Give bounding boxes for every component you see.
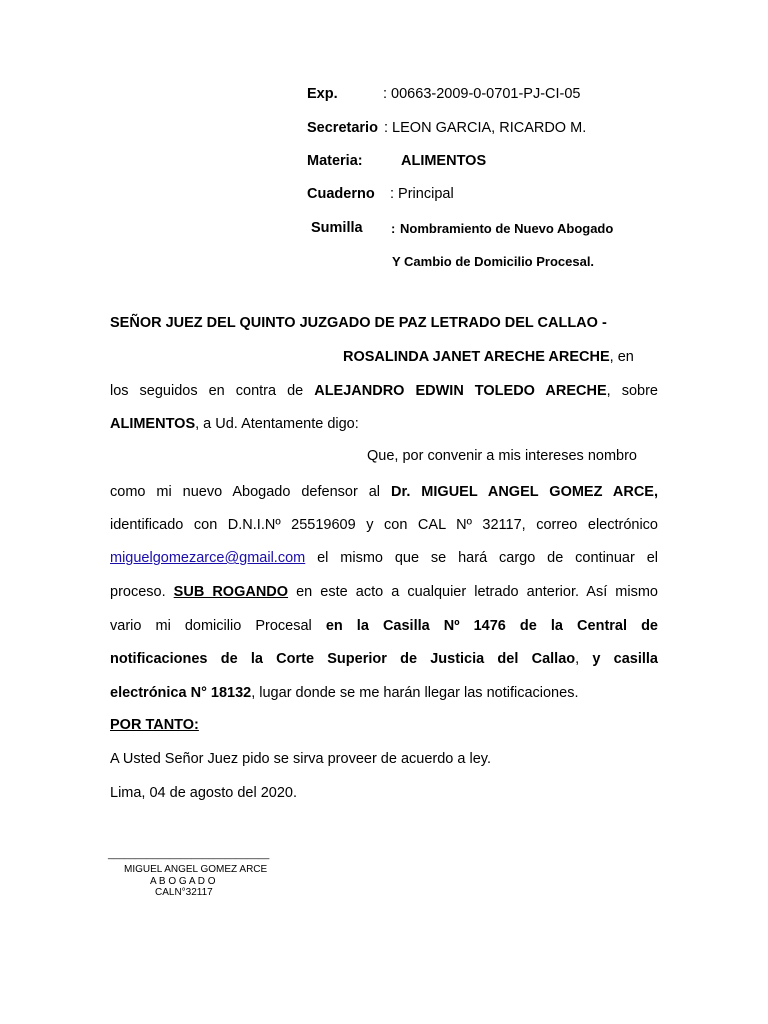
cuaderno-label: Cuaderno	[307, 186, 375, 202]
sub-rogando: SUB ROGANDO	[173, 584, 289, 600]
sumilla-label: Sumilla	[311, 220, 363, 236]
materia-value: ALIMENTOS	[401, 153, 487, 169]
text-run: , a Ud. Atentamente digo:	[195, 416, 359, 432]
cuaderno-value: : Principal	[390, 186, 454, 202]
text-run: el mismo que se hará cargo de continuar el	[305, 550, 658, 566]
exp-label: Exp.	[307, 86, 338, 102]
text-run: proceso.	[110, 584, 174, 600]
secretario-value: : LEON GARCIA, RICARDO M.	[384, 120, 587, 136]
sumilla-line-2: Y Cambio de Domicilio Procesal.	[392, 254, 595, 269]
secretario-label: Secretario	[307, 120, 378, 136]
text-run: los seguidos en contra de	[110, 383, 315, 399]
paragraph-line-1	[110, 381, 658, 401]
date-text: Lima, 04 de agosto del 2020.	[110, 785, 298, 801]
petitioner-line	[343, 349, 634, 365]
casilla-word: y casilla	[592, 651, 658, 667]
exp-value: : 00663-2009-0-0701-PJ-CI-05	[383, 86, 581, 102]
text-run: ,	[575, 651, 593, 667]
sumilla-line-1: Nombramiento de Nuevo Abogado	[400, 221, 614, 236]
sumilla-colon: :	[391, 221, 396, 236]
paragraph-line-8	[110, 616, 658, 636]
paragraph-line-7	[110, 582, 658, 602]
court-name: notificaciones de la Corte Superior de Justicia del Callao	[110, 651, 576, 667]
text-run: , lugar donde se me harán llegar las notificaciones.	[251, 685, 579, 701]
paragraph-line-10	[110, 683, 658, 703]
text-run: , sobre	[606, 383, 658, 399]
paragraph-line-5: identificado con D.N.I.Nº 25519609 y con CAL Nº 32117, correo electrónico	[110, 517, 658, 533]
materia-label: Materia:	[307, 153, 363, 169]
paragraph-line-2	[110, 414, 658, 434]
matter-name: ALIMENTOS	[110, 416, 196, 432]
por-tanto-heading: POR TANTO:	[110, 717, 199, 733]
petitioner-name: ROSALINDA JANET ARECHE ARECHE	[343, 349, 610, 365]
casilla-text: en la Casilla Nº 1476 de la Central de	[325, 618, 658, 634]
signature-cal: CALN°32117	[155, 887, 213, 898]
paragraph-line-3: Que, por convenir a mis intereses nombro	[367, 448, 637, 464]
signature-rule: _____________________________	[108, 849, 270, 860]
text-run: en este acto a cualquier letrado anterior. Así mismo	[288, 584, 658, 600]
paragraph-line-9	[110, 649, 658, 669]
electronic-box: electrónica N° 18132	[110, 685, 252, 701]
email-link[interactable]: miguelgomezarce@gmail.com	[110, 550, 306, 566]
request-text: A Usted Señor Juez pido se sirva proveer de acuerdo a ley.	[110, 751, 491, 767]
signature-name: MIGUEL ANGEL GOMEZ ARCE	[124, 864, 268, 875]
paragraph-line-6	[110, 548, 658, 568]
text-run: vario mi domicilio Procesal	[110, 618, 326, 634]
paragraph-line-4	[110, 482, 658, 502]
petitioner-tail: , en	[609, 349, 634, 365]
addressee: SEÑOR JUEZ DEL QUINTO JUZGADO DE PAZ LETRADO DEL CALLAO -	[110, 315, 607, 331]
signature-title: A B O G A D O	[150, 876, 216, 887]
text-run: como mi nuevo Abogado defensor al	[110, 484, 391, 500]
lawyer-name: Dr. MIGUEL ANGEL GOMEZ ARCE,	[391, 484, 658, 500]
defendant-name: ALEJANDRO EDWIN TOLEDO ARECHE	[314, 383, 607, 399]
